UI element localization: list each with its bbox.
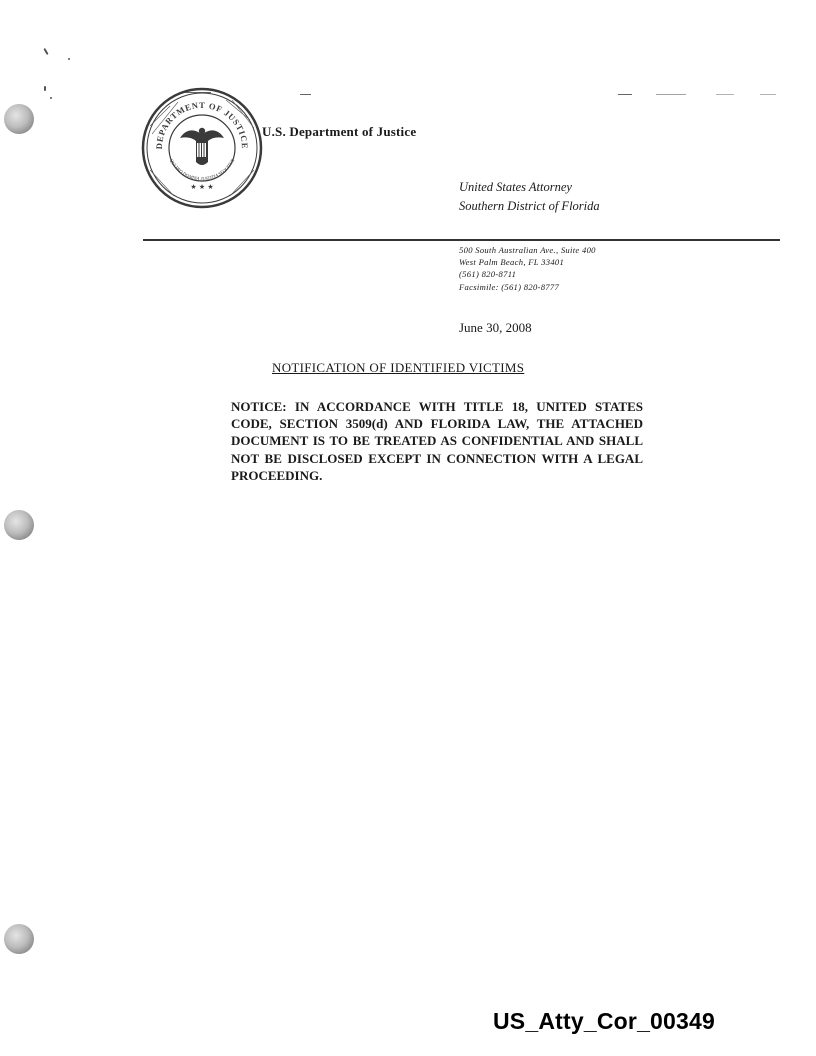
punch-hole-top (4, 104, 34, 134)
bates-number: US_Atty_Cor_00349 (493, 1008, 716, 1034)
scan-dash (618, 94, 632, 95)
punch-hole-bottom (4, 924, 34, 954)
letter-date: June 30, 2008 (459, 320, 532, 335)
agency-name: U.S. Department of Justice (262, 124, 417, 139)
scan-dash (760, 94, 776, 95)
seal-lower-text: QUI PRO DOMINA JUSTITIA SEQUITUR (168, 157, 236, 182)
letterhead-divider (143, 239, 780, 241)
scan-dash (716, 94, 734, 95)
scan-speck (68, 58, 70, 60)
scan-speck (43, 48, 48, 55)
svg-text:★ ★ ★: ★ ★ ★ (190, 183, 214, 191)
address-phone: (561) 820-8711 (459, 269, 517, 280)
confidentiality-notice: NOTICE: IN ACCORDANCE WITH TITLE 18, UNITED STATES CODE, SECTION 3509(d) AND FLORIDA LAW, THE ATTACHED DOCUMENT IS TO BE TREATED AS CONFIDENTIAL AND SHALL NOT BE DISCLOSED EXCEPT IN CONNECTION WITH A LEGAL PROCEEDING. (231, 399, 643, 483)
office-district: Southern District of Florida (459, 199, 600, 213)
office-block (459, 178, 600, 216)
punch-hole-middle (4, 510, 34, 540)
address-city: West Palm Beach, FL 33401 (459, 257, 565, 268)
address-block (459, 244, 596, 293)
scan-dash (300, 94, 311, 95)
seal-upper-text: DEPARTMENT OF JUSTICE (153, 99, 251, 150)
office-title: United States Attorney (459, 180, 572, 194)
address-street: 500 South Australian Ave., Suite 400 (459, 245, 596, 255)
scan-speck (50, 97, 52, 99)
doj-seal-icon (140, 86, 264, 210)
scan-speck (44, 86, 46, 91)
address-fax: Facsimile: (561) 820-8777 (459, 281, 560, 292)
scan-dash (656, 94, 686, 95)
notification-heading: NOTIFICATION OF IDENTIFIED VICTIMS (272, 360, 525, 375)
